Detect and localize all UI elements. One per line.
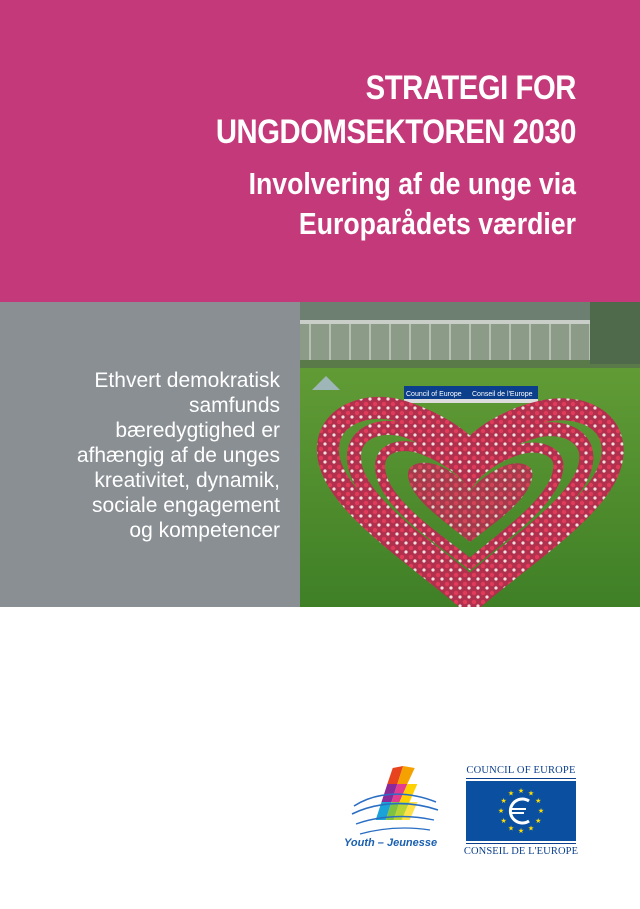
eu-stars-icon (466, 781, 576, 841)
quote-line: og kompetencer (129, 519, 280, 542)
svg-text:★: ★ (527, 824, 535, 833)
cover-quote (0, 368, 280, 543)
svg-text:★: ★ (500, 817, 507, 826)
coe-logo-rule (466, 778, 576, 779)
quote-line: kreativitet, dynamik, (94, 469, 280, 492)
quote-line: bæredygtighed er (115, 419, 280, 442)
svg-text:★: ★ (517, 787, 525, 795)
svg-text:★: ★ (537, 807, 545, 815)
svg-text:★: ★ (507, 824, 515, 833)
quote-line: sociale engagement (92, 494, 280, 517)
quote-line: samfunds (188, 394, 280, 417)
title-line-2: UNGDOMSEKTOREN 2030 (215, 113, 576, 151)
quote-panel (0, 302, 300, 607)
banner-text-right: Conseil de l'Europe (472, 391, 533, 398)
coe-flag-emblem (466, 781, 576, 841)
svg-text:★: ★ (535, 817, 542, 826)
youth-logo-text: Youth – Jeunesse (344, 837, 438, 849)
heart-crowd-photo (300, 302, 640, 607)
svg-text:★: ★ (517, 827, 525, 835)
coe-logo-rule (466, 843, 576, 844)
coe-logo-top-text: COUNCIL OF EUROPE (466, 765, 576, 776)
svg-text:★: ★ (535, 796, 542, 805)
banner-text-left: Council of Europe (406, 391, 462, 398)
subtitle-line-2: Europarådets værdier (298, 206, 576, 241)
document-subtitle (129, 164, 576, 244)
cover-header (0, 0, 640, 302)
quote-line: afhængig af de unges (76, 444, 280, 467)
title-line-1: STRATEGI FOR (365, 69, 576, 107)
svg-text:★: ★ (507, 789, 515, 798)
svg-text:★: ★ (527, 789, 535, 798)
photo-illustration (300, 302, 640, 607)
quote-line: Ethvert demokratisk (94, 369, 280, 392)
subtitle-line-1: Involvering af de unge via (248, 166, 577, 201)
coe-logo-bottom-text: CONSEIL DE L'EUROPE (463, 846, 579, 857)
svg-text:★: ★ (497, 807, 505, 815)
svg-text:★: ★ (500, 796, 507, 805)
document-title (129, 66, 576, 154)
